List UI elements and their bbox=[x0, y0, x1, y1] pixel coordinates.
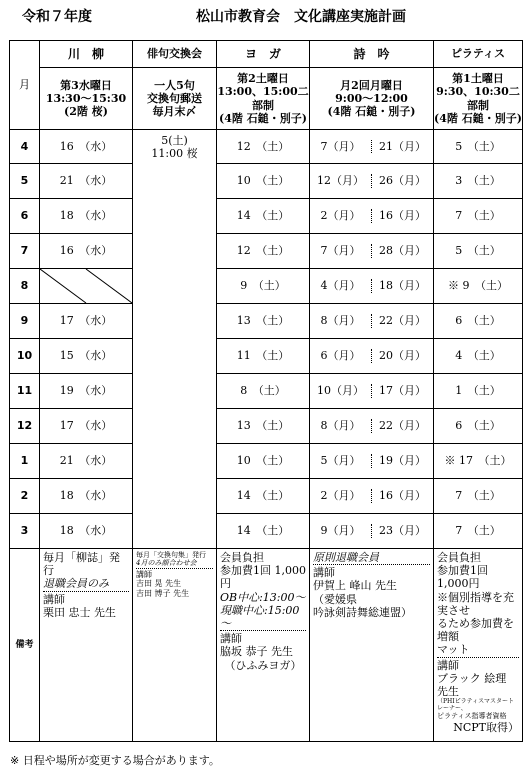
senryu-cell: 17 （水） bbox=[40, 304, 133, 339]
shigin-date-2: 20（月） bbox=[371, 349, 433, 362]
senryu-cell: 16 （水） bbox=[40, 130, 133, 164]
shigin-date-2: 16（月） bbox=[371, 489, 433, 502]
haiku-cell: 5(土) 11:00 桜 bbox=[133, 130, 217, 164]
month-number: 3 bbox=[10, 514, 40, 549]
senryu-cell: 18 （水） bbox=[40, 199, 133, 234]
pilates-cell: 5 （土） bbox=[434, 130, 523, 164]
senryu-cell: 17 （水） bbox=[40, 409, 133, 444]
shigin-cell bbox=[310, 269, 434, 304]
remarks-row bbox=[10, 549, 523, 742]
course-header-row bbox=[10, 41, 523, 68]
fiscal-year: 令和７年度 bbox=[22, 9, 92, 25]
schedule-info-row bbox=[10, 68, 523, 130]
month-number: 2 bbox=[10, 479, 40, 514]
shigin-date-2: 22（月） bbox=[371, 419, 433, 432]
shigin-cell bbox=[310, 339, 434, 374]
course-pilates: ピラティス bbox=[434, 41, 523, 68]
senryu-cell: 16 （水） bbox=[40, 234, 133, 269]
remarks-haiku: 毎月「交換句集」発行 4月のみ顔合わせ会 講師 吉田 晃 先生 吉田 博子 先生 bbox=[133, 549, 217, 742]
shigin-date-2: 18（月） bbox=[371, 279, 433, 292]
haiku-cell bbox=[133, 234, 217, 269]
shigin-cell bbox=[310, 304, 434, 339]
pilates-cell: 7 （土） bbox=[434, 199, 523, 234]
haiku-cell bbox=[133, 199, 217, 234]
shigin-date-1: 7（月） bbox=[320, 139, 361, 153]
month-row bbox=[10, 339, 523, 374]
month-row bbox=[10, 130, 523, 164]
yoga-cell: 8 （土） bbox=[217, 374, 310, 409]
pilates-cell: 1 （土） bbox=[434, 374, 523, 409]
shigin-date-1: 2（月） bbox=[320, 489, 361, 503]
haiku-schedule: 一人5句 交換句郵送 毎月末〆 bbox=[133, 68, 217, 130]
shigin-date-2: 28（月） bbox=[371, 244, 433, 257]
pilates-schedule: 第1土曜日 9:30、10:30二部制 (4階 石鎚・別子) bbox=[434, 68, 523, 130]
month-row bbox=[10, 304, 523, 339]
shigin-cell bbox=[310, 479, 434, 514]
yoga-cell: 10 （土） bbox=[217, 164, 310, 199]
month-row bbox=[10, 479, 523, 514]
senryu-cell: 15 （水） bbox=[40, 339, 133, 374]
pilates-cell: 3 （土） bbox=[434, 164, 523, 199]
shigin-cell bbox=[310, 409, 434, 444]
shigin-date-1: 8（月） bbox=[320, 419, 361, 433]
course-shigin: 詩 吟 bbox=[310, 41, 434, 68]
yoga-cell: 10 （土） bbox=[217, 444, 310, 479]
senryu-cell: 21 （水） bbox=[40, 164, 133, 199]
month-number: 4 bbox=[10, 130, 40, 164]
schedule-table bbox=[9, 40, 523, 742]
month-number: 5 bbox=[10, 164, 40, 199]
shigin-date-2: 21（月） bbox=[371, 140, 433, 153]
haiku-cell bbox=[133, 269, 217, 304]
shigin-cell bbox=[310, 164, 434, 199]
page-title: 松山市教育会 文化講座実施計画 bbox=[196, 9, 406, 25]
shigin-date-1: 9（月） bbox=[320, 524, 361, 538]
month-number: 12 bbox=[10, 409, 40, 444]
shigin-date-1: 10（月） bbox=[317, 384, 364, 398]
shigin-date-2: 22（月） bbox=[371, 314, 433, 327]
month-row bbox=[10, 409, 523, 444]
yoga-cell: 9 （土） bbox=[217, 269, 310, 304]
haiku-cell bbox=[133, 164, 217, 199]
pilates-cell: 5 （土） bbox=[434, 234, 523, 269]
yoga-cell: 12 （土） bbox=[217, 234, 310, 269]
month-number: 1 bbox=[10, 444, 40, 479]
remarks-senryu: 毎月「柳誌」発行 退職会員のみ 講師 栗田 忠士 先生 bbox=[40, 549, 133, 742]
pilates-cell: 4 （土） bbox=[434, 339, 523, 374]
shigin-date-1: 2（月） bbox=[320, 209, 361, 223]
shigin-date-1: 5（月） bbox=[320, 454, 361, 468]
shigin-cell bbox=[310, 130, 434, 164]
senryu-cell: 21 （水） bbox=[40, 444, 133, 479]
shigin-cell bbox=[310, 374, 434, 409]
haiku-cell bbox=[133, 479, 217, 514]
pilates-cell: 7 （土） bbox=[434, 479, 523, 514]
shigin-date-2: 19（月） bbox=[371, 454, 433, 467]
month-row bbox=[10, 164, 523, 199]
pilates-cell: 7 （土） bbox=[434, 514, 523, 549]
yoga-cell: 11 （土） bbox=[217, 339, 310, 374]
haiku-cell bbox=[133, 514, 217, 549]
pilates-cell: 6 （土） bbox=[434, 409, 523, 444]
remarks-shigin: 原則退職会員 講師 伊賀上 峰山 先生 （愛媛県 吟詠剣詩舞総連盟） bbox=[310, 549, 434, 742]
month-row bbox=[10, 234, 523, 269]
remarks-pilates: 会員負担 参加費1回 1,000円 ※個別指導を充実させ るため参加費を増額 マット 講師 ブラック 絵理 先生 （PHIピラティスマスタートレーナー、 ピラティス指導者資格 NCPT取得） bbox=[434, 549, 523, 742]
senryu-cell-empty bbox=[40, 269, 133, 304]
shigin-cell bbox=[310, 444, 434, 479]
shigin-schedule: 月2回月曜日 9:00～12:00 (4階 石鎚・別子) bbox=[310, 68, 434, 130]
month-row bbox=[10, 269, 523, 304]
month-row bbox=[10, 444, 523, 479]
month-number: 6 bbox=[10, 199, 40, 234]
yoga-cell: 13 （土） bbox=[217, 304, 310, 339]
shigin-date-2: 17（月） bbox=[371, 384, 433, 397]
month-row bbox=[10, 374, 523, 409]
month-number: 10 bbox=[10, 339, 40, 374]
shigin-date-1: 6（月） bbox=[320, 349, 361, 363]
shigin-cell bbox=[310, 514, 434, 549]
senryu-cell: 18 （水） bbox=[40, 479, 133, 514]
yoga-schedule: 第2土曜日 13:00、15:00二部制 (4階 石鎚・別子) bbox=[217, 68, 310, 130]
shigin-date-1: 12（月） bbox=[317, 174, 364, 188]
month-number: 11 bbox=[10, 374, 40, 409]
shigin-date-2: 16（月） bbox=[371, 209, 433, 222]
senryu-cell: 18 （水） bbox=[40, 514, 133, 549]
remarks-label: 備考 bbox=[10, 549, 40, 742]
haiku-cell bbox=[133, 374, 217, 409]
month-number: 8 bbox=[10, 269, 40, 304]
haiku-cell bbox=[133, 409, 217, 444]
yoga-cell: 14 （土） bbox=[217, 479, 310, 514]
footnote: ※ 日程や場所が変更する場合があります。 bbox=[10, 754, 220, 767]
pilates-cell: ※ 9 （土） bbox=[434, 269, 523, 304]
haiku-cell bbox=[133, 444, 217, 479]
remarks-yoga: 会員負担 参加費1回 1,000円 OB中心:13:00～ 現職中心:15:00～ 講師 脇坂 恭子 先生 （ひふみヨガ） bbox=[217, 549, 310, 742]
senryu-schedule: 第3水曜日 13:30～15:30 (2階 桜) bbox=[40, 68, 133, 130]
shigin-date-1: 7（月） bbox=[320, 244, 361, 258]
shigin-date-1: 8（月） bbox=[320, 314, 361, 328]
yoga-cell: 13 （土） bbox=[217, 409, 310, 444]
month-header: 月 bbox=[10, 41, 40, 130]
course-senryu: 川 柳 bbox=[40, 41, 133, 68]
senryu-cell: 19 （水） bbox=[40, 374, 133, 409]
shigin-date-2: 26（月） bbox=[371, 174, 433, 187]
month-number: 7 bbox=[10, 234, 40, 269]
yoga-cell: 12 （土） bbox=[217, 130, 310, 164]
course-yoga: ヨ ガ bbox=[217, 41, 310, 68]
pilates-cell: 6 （土） bbox=[434, 304, 523, 339]
haiku-cell bbox=[133, 339, 217, 374]
haiku-cell bbox=[133, 304, 217, 339]
yoga-cell: 14 （土） bbox=[217, 514, 310, 549]
course-haiku: 俳句交換会 bbox=[133, 41, 217, 68]
shigin-cell bbox=[310, 234, 434, 269]
shigin-date-1: 4（月） bbox=[320, 279, 361, 293]
month-row bbox=[10, 199, 523, 234]
month-row bbox=[10, 514, 523, 549]
shigin-date-2: 23（月） bbox=[371, 524, 433, 537]
yoga-cell: 14 （土） bbox=[217, 199, 310, 234]
shigin-cell bbox=[310, 199, 434, 234]
month-number: 9 bbox=[10, 304, 40, 339]
pilates-cell: ※ 17 （土） bbox=[434, 444, 523, 479]
